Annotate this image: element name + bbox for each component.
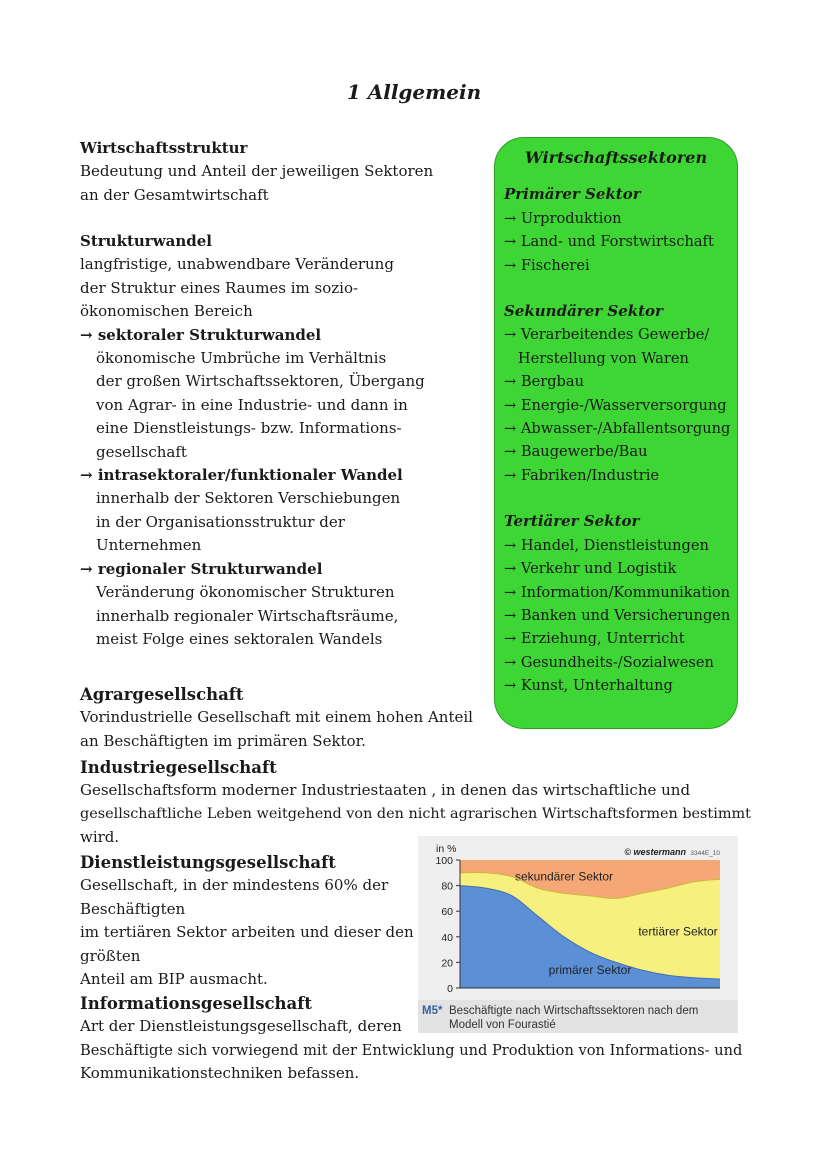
sector-item: → Fabriken/Industrie	[504, 466, 660, 484]
text-line: in der Organisationsstruktur der	[96, 512, 345, 531]
sector-item: → Bergbau	[504, 373, 584, 391]
y-tick-label: 20	[441, 957, 453, 970]
arrow-icon: →	[80, 466, 93, 485]
text-line: gesellschaft	[96, 442, 187, 461]
arrow-icon: →	[80, 559, 93, 578]
caption-label: M5*	[422, 1005, 443, 1017]
chart-svg	[418, 836, 738, 1000]
text-line: Beschäftigte sich vorwiegend mit der Entwicklung und Produktion von Informations- und	[80, 1041, 743, 1059]
page-title: 1 Allgemein	[346, 80, 482, 104]
sector-item: → Handel, Dienstleistungen	[504, 536, 709, 554]
y-tick-label: 60	[441, 906, 453, 919]
text-line: ökonomischen Bereich	[80, 302, 253, 321]
text-line: an der Gesamtwirtschaft	[80, 185, 269, 204]
section-agrar	[80, 683, 473, 753]
heading-dienstleistungsgesellschaft: Dienstleistungsgesellschaft	[80, 853, 336, 872]
sector-heading-tertiary: Tertiärer Sektor	[504, 512, 640, 531]
series-label: sekundärer Sektor	[514, 869, 614, 884]
sector-item: → Banken und Versicherungen	[504, 606, 731, 624]
text-line: innerhalb regionaler Wirtschaftsräume,	[96, 606, 399, 625]
sector-item: → Land- und Forstwirtschaft	[504, 233, 714, 251]
sector-box-title: Wirtschaftssektoren	[524, 148, 708, 167]
text-line: meist Folge eines sektoralen Wandels	[96, 629, 383, 648]
heading-wirtschaftsstruktur: Wirtschaftsstruktur	[80, 139, 248, 157]
text-line: der großen Wirtschaftssektoren, Übergang	[96, 372, 425, 391]
sector-item: → Kunst, Unterhaltung	[504, 677, 673, 695]
text-line: wird.	[80, 828, 120, 847]
y-tick-label: 80	[441, 880, 453, 893]
section-strukturwandel	[80, 230, 425, 651]
text-line: langfristige, unabwendbare Veränderung	[80, 255, 394, 274]
text-line: Gesellschaft, in der mindestens 60% der	[80, 876, 389, 895]
sector-item: Herstellung von Waren	[504, 349, 689, 367]
y-tick-label: 0	[447, 983, 453, 995]
heading-industriegesellschaft: Industriegesellschaft	[80, 758, 277, 777]
heading-informationsgesellschaft: Informationsgesellschaft	[80, 994, 312, 1013]
text-line: Art der Dienstleistungsgesellschaft, deren	[80, 1017, 402, 1036]
sector-item: → Fischerei	[504, 256, 590, 274]
text-line: an Beschäftigten im primären Sektor.	[80, 731, 366, 750]
text-line: im tertiären Sektor arbeiten und dieser den	[80, 923, 414, 942]
sector-item: → Urproduktion	[504, 209, 622, 227]
text-line: eine Dienstleistungs- bzw. Informations-	[96, 419, 402, 438]
section-wirtschaftsstruktur	[80, 137, 433, 207]
fourastie-chart	[418, 836, 738, 1033]
y-tick-label: 40	[441, 931, 453, 944]
sector-heading-secondary: Sekundärer Sektor	[504, 302, 663, 321]
text-line: Unternehmen	[96, 536, 202, 555]
figure-code: 3344E_10	[690, 850, 720, 857]
sector-item: → Verarbeitendes Gewerbe/	[504, 326, 710, 344]
caption-text: Beschäftigte nach Wirtschaftssektoren nach dem Modell von Fourastié	[449, 1005, 699, 1031]
text-line: der Struktur eines Raumes im sozio-	[80, 278, 359, 297]
y-tick-label: 100	[435, 855, 453, 867]
sector-box	[494, 137, 738, 729]
section-dienstleistung	[80, 851, 414, 991]
heading-agrargesellschaft: Agrargesellschaft	[80, 685, 244, 704]
heading-strukturwandel: Strukturwandel	[80, 232, 212, 250]
text-line: Gesellschaftsform moderner Industriestaaten , in denen das wirtschaftliche und	[80, 781, 691, 800]
text-line: gesellschaftliche Leben weitgehend von den nicht agrarischen Wirtschaftsformen bestimmt	[80, 805, 751, 822]
sector-item: → Energie-/Wasserversorgung	[504, 396, 727, 414]
spacer	[504, 277, 737, 300]
text-line: Veränderung ökonomischer Strukturen	[96, 583, 395, 602]
arrow-icon: →	[80, 325, 93, 344]
text-line: größten	[80, 946, 141, 965]
sector-item: → Abwasser-/Abfallentsorgung	[504, 420, 731, 438]
y-axis-label: in %	[436, 843, 457, 855]
sector-heading-primary: Primärer Sektor	[504, 185, 641, 204]
chart-caption	[418, 1000, 738, 1033]
text-line: innerhalb der Sektoren Verschiebungen	[96, 489, 401, 508]
sector-item: → Baugewerbe/Bau	[504, 443, 648, 461]
series-label: primärer Sektor	[548, 963, 632, 978]
publisher-label: © westermann	[624, 847, 686, 857]
text-line: von Agrar- in eine Industrie- und dann in	[96, 395, 408, 414]
text-line: Kommunikationstechniken befassen.	[80, 1064, 360, 1083]
sector-item: → Verkehr und Logistik	[504, 560, 677, 578]
text-line: Bedeutung und Anteil der jeweiligen Sektoren	[80, 162, 434, 181]
sector-item: → Erziehung, Unterricht	[504, 630, 685, 648]
series-label: tertiärer Sektor	[638, 924, 718, 939]
text-line: ökonomische Umbrüche im Verhältnis	[96, 349, 387, 368]
text-line: Anteil am BIP ausmacht.	[80, 970, 268, 989]
sub-heading-regional: → regionaler Strukturwandel	[80, 559, 323, 578]
text-line: Vorindustrielle Gesellschaft mit einem hohen Anteil	[80, 708, 473, 727]
sub-heading-intrasektoral: → intrasektoraler/funktionaler Wandel	[80, 466, 403, 485]
sub-heading-sektoral: → sektoraler Strukturwandel	[80, 325, 322, 344]
text-line: Beschäftigten	[80, 899, 186, 918]
spacer	[504, 487, 737, 510]
sector-item: → Information/Kommunikation	[504, 583, 731, 601]
sector-item: → Gesundheits-/Sozialwesen	[504, 653, 714, 671]
